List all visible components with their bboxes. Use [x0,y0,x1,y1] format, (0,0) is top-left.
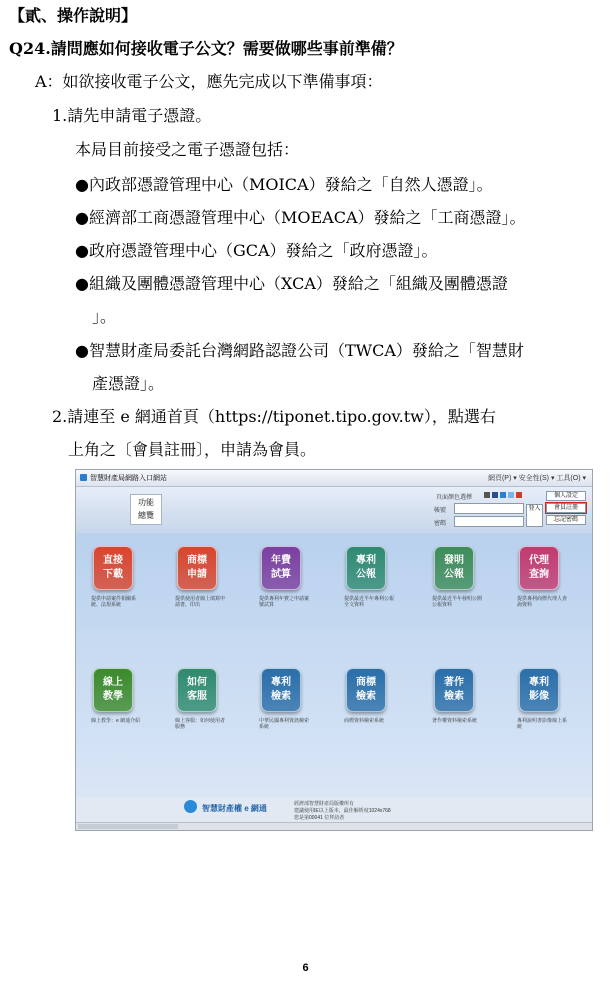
service-tile-desc: 提供使用者線上填寫申請書，印出 [175,596,226,608]
service-tile-label: 專利公報 [356,555,376,580]
site-favicon-icon [80,474,87,481]
service-tile-desc: 中華民國專利資訊檢索系統 [259,718,310,730]
service-tile-desc: 提供申請案件相關系統、法規系統 [91,596,137,608]
service-tile-desc: 提供專利年費之申請案號試算 [259,596,310,608]
service-tile-label: 直接下載 [103,555,123,580]
service-tile[interactable] [177,546,217,590]
footer-line: 您是第00041 位拜訪者 [294,815,345,821]
overview-label-2: 總覽 [138,511,154,520]
service-tile[interactable] [346,668,386,712]
service-tile[interactable] [519,668,559,712]
color-select-label: 頁面顏色選擇 [436,495,473,501]
website-screenshot [75,469,593,831]
color-swatch[interactable] [508,492,514,498]
service-tile[interactable] [346,546,386,590]
overview-label-1: 功能 [138,498,154,507]
footer-text [294,801,391,822]
bullet-item: ●經濟部工商憑證管理中心（MOEACA）發給之「工商憑證」。 [75,208,526,227]
service-tile[interactable] [434,668,474,712]
browser-tools[interactable]: 網頁(P) ▾ 安全性(S) ▾ 工具(O) ▾ [487,475,586,482]
service-tile-desc: 提供最近半年發明公開公報資料 [432,596,483,608]
horizontal-scrollbar[interactable] [76,822,592,831]
service-tile-label: 商標申請 [187,555,207,580]
service-tile-label: 專利影像 [529,677,549,702]
scrollbar-thumb[interactable] [78,824,178,829]
service-tile[interactable] [177,668,217,712]
overview-button[interactable] [130,494,162,525]
color-swatch[interactable] [492,492,498,498]
service-tile-label: 年費試算 [271,555,291,580]
site-header [76,487,592,533]
service-tile-desc: 提供最近半年專利公報全文資料 [344,596,395,608]
service-tile[interactable] [93,668,133,712]
step-1: 1.請先申請電子憑證。 [52,106,212,125]
service-tile-label: 如何客服 [187,677,207,702]
service-tile-desc: 線上教學：e 網通介紹 [91,718,141,724]
color-swatch[interactable] [516,492,522,498]
service-tile-label: 發明公報 [444,555,464,580]
color-swatch[interactable] [500,492,506,498]
bullet-item-cont: 」。 [92,307,117,326]
service-tile-label: 線上教學 [103,677,123,702]
service-tile-label: 著作檢索 [444,677,464,702]
settings-button[interactable]: 個人設定 [546,491,586,501]
browser-toolbar [76,470,592,487]
window-title: 智慧財產局網路入口網站 [90,475,167,482]
footer-line: 建議使用IE以上版本，最佳解析度1024x768 [294,808,391,814]
page-number: 6 [302,962,309,974]
step-2: 2.請連至 e 網通首頁（https://tiponet.tipo.gov.tw），點選右 [52,407,496,426]
service-tile-desc: 著作權資料檢索系統 [432,718,478,724]
service-tile-label: 代理查詢 [529,555,549,580]
service-tile[interactable] [519,546,559,590]
service-tile-label: 專利檢索 [271,677,291,702]
service-tile-desc: 專利說明書影像線上系統 [517,718,568,730]
bullet-item: ●組織及團體憑證管理中心（XCA）發給之「組織及團體憑證 [75,274,508,293]
answer-intro: A：如欲接收電子公文，應先完成以下準備事項： [35,72,383,91]
bullet-item-cont: 產憑證」。 [92,374,165,393]
login-button[interactable]: 登入 [526,504,543,527]
service-tile-desc: 商標資料檢索系統 [344,718,385,724]
service-tile-desc: 線上客服：如何使用者服務 [175,718,226,730]
tipo-logo-icon [184,800,197,813]
password-label: 密碼 [434,521,447,527]
footer-logo: 智慧財產權 e 網通 [202,804,267,813]
step-1-sub: 本局目前接受之電子憑證包括： [75,140,300,159]
service-tile[interactable] [434,546,474,590]
footer-line: 經濟部智慧財產局版權所有 [294,801,355,807]
service-tile[interactable] [261,668,301,712]
service-tile-desc: 提供專利商標代理人查詢資料 [517,596,568,608]
bullet-item: ●智慧財產局委託台灣網路認證公司（TWCA）發給之「智慧財 [75,341,524,360]
step-2-cont: 上角之〔會員註冊〕，申請為會員。 [68,440,317,459]
service-tiles [76,533,592,797]
section-heading: 【貳、操作說明】 [9,6,138,25]
service-tile-label: 商標檢索 [356,677,376,702]
color-swatch[interactable] [484,492,490,498]
account-label: 帳號 [434,508,447,514]
account-input[interactable] [454,503,524,514]
register-button[interactable]: 會員註冊 [546,503,586,513]
password-input[interactable] [454,516,524,527]
bullet-item: ●政府憑證管理中心（GCA）發給之「政府憑證」。 [75,241,438,260]
bullet-item: ●內政部憑證管理中心（MOICA）發給之「自然人憑證」。 [75,175,493,194]
service-tile[interactable] [261,546,301,590]
service-tile[interactable] [93,546,133,590]
question-title: Q24.請問應如何接收電子公文？需要做哪些事前準備？ [9,39,403,58]
forgot-password-button[interactable]: 忘記密碼 [546,515,586,525]
